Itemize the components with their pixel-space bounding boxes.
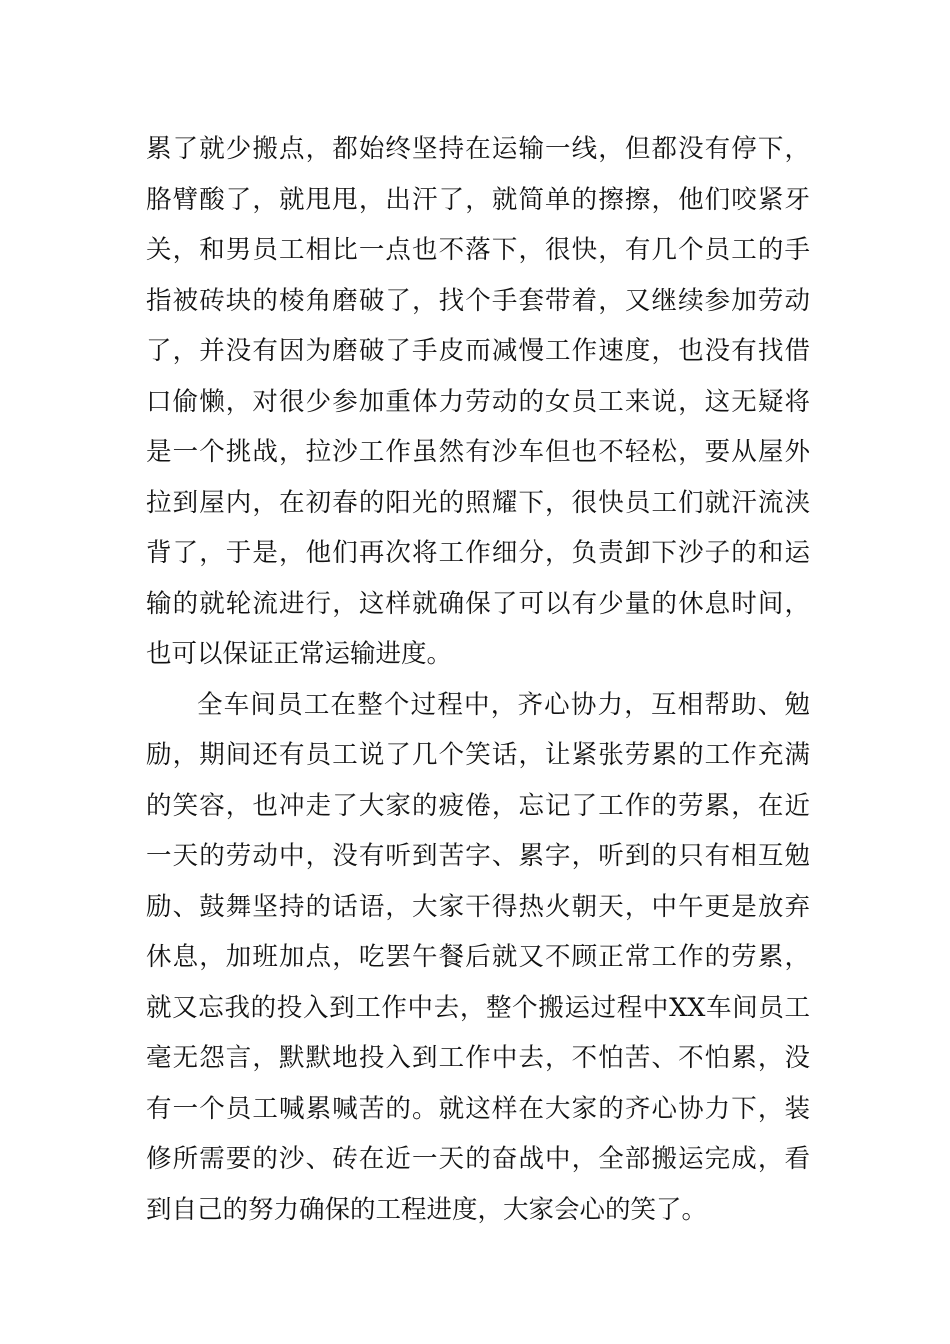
- text-line: 背了，于是，他们再次将工作细分，负责卸下沙子的和运: [146, 538, 810, 568]
- text-line: 拉到屋内，在初春的阳光的照耀下，很快员工们就汗流浃: [146, 487, 810, 518]
- text-line: 关，和男员工相比一点也不落下，很快，有几个员工的手: [146, 235, 810, 265]
- text-line: 休息，加班加点，吃罢午餐后就又不顾正常工作的劳累，: [146, 942, 810, 972]
- text-line: 修所需要的沙、砖在近一天的奋战中，全部搬运完成，看: [146, 1144, 810, 1174]
- text-line: 有一个员工喊累喊苦的。就这样在大家的齐心协力下，装: [146, 1093, 810, 1124]
- text-line: 指被砖块的棱角磨破了，找个手套带着，又继续参加劳动: [146, 285, 810, 316]
- text-line: 胳臂酸了，就甩甩，出汗了，就简单的擦擦，他们咬紧牙: [146, 184, 810, 215]
- text-line: 是一个挑战，拉沙工作虽然有沙车但也不轻松，要从屋外: [146, 437, 810, 467]
- text-line: 一天的劳动中，没有听到苦字、累字，听到的只有相互勉: [146, 841, 810, 871]
- paragraph-1: [146, 124, 810, 680]
- body-text: [146, 124, 810, 1235]
- paragraph-2: [146, 680, 810, 1236]
- text-line: 毫无怨言，默默地投入到工作中去，不怕苦、不怕累，没: [146, 1043, 810, 1073]
- text-line: 到自己的努力确保的工程进度，大家会心的笑了。: [146, 1194, 708, 1225]
- text-line: 励，期间还有员工说了几个笑话，让紧张劳累的工作充满: [146, 740, 810, 770]
- text-line: 励、鼓舞坚持的话语，大家干得热火朝天，中午更是放弃: [146, 891, 810, 922]
- text-line: 就又忘我的投入到工作中去，整个搬运过程中XX车间员工: [146, 992, 810, 1023]
- text-line: 输的就轮流进行，这样就确保了可以有少量的休息时间，: [146, 588, 810, 619]
- text-line: 口偷懒，对很少参加重体力劳动的女员工来说，这无疑将: [146, 386, 810, 417]
- text-line: 也可以保证正常运输进度。: [146, 639, 453, 669]
- text-line: 了，并没有因为磨破了手皮而减慢工作速度，也没有找借: [146, 336, 810, 366]
- text-line: 的笑容，也冲走了大家的疲倦，忘记了工作的劳累，在近: [146, 790, 810, 821]
- text-line: 全车间员工在整个过程中，齐心协力，互相帮助、勉: [197, 689, 810, 720]
- text-line: 累了就少搬点，都始终坚持在运输一线，但都没有停下，: [146, 134, 810, 164]
